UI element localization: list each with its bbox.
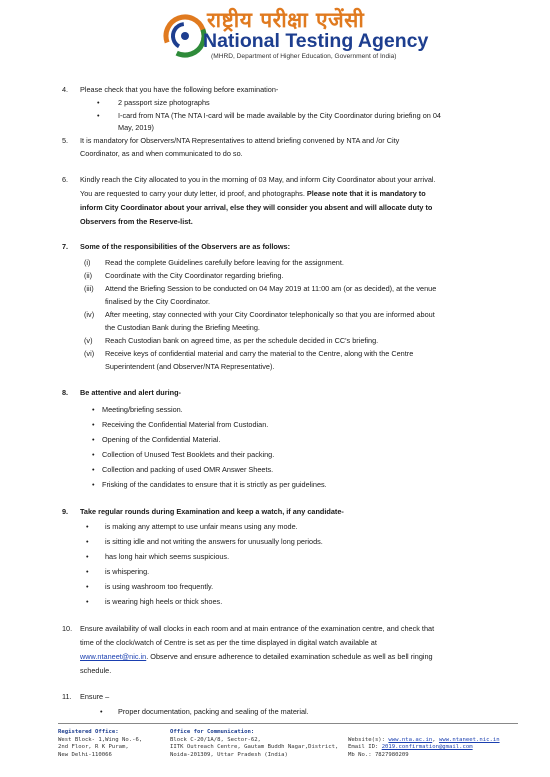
bullet-icon: •: [86, 537, 89, 546]
item-heading: Some of the responsibilities of the Observers are as follows:: [80, 242, 291, 251]
bullet-icon: •: [97, 111, 100, 120]
roman-number: (ii): [84, 271, 93, 280]
item-number: 5.: [62, 136, 69, 145]
item-text: Superintendent (and Observer/NTA Representative).: [105, 362, 275, 371]
item-text: Reach Custodian bank on agreed time, as per the schedule decided in CC's briefing.: [105, 336, 379, 345]
item-number: 11.: [62, 692, 72, 701]
bullet-text: Collection of Unused Test Booklets and their packing.: [102, 450, 275, 459]
item-text: After meeting, stay connected with your City Coordinator telephonically so that you are informed about: [105, 310, 435, 319]
bullet-text: is sitting idle and not writing the answers for unusually long periods.: [105, 537, 323, 546]
bullet-icon: •: [92, 420, 95, 429]
item-heading: Take regular rounds during Examination and keep a watch, if any candidate-: [80, 507, 344, 516]
item-heading: Ensure –: [80, 692, 110, 701]
footer-text: Block C-20/1A/8, Sector-62,: [170, 736, 261, 743]
item-text: It is mandatory for Observers/NTA Representatives to attend briefing convened by NTA and /or City: [80, 136, 400, 145]
footer-label: Office for Communication:: [170, 729, 255, 735]
bullet-icon: •: [86, 582, 89, 591]
bullet-icon: •: [92, 435, 95, 444]
item-number: 10.: [62, 624, 73, 633]
bullet-icon: •: [97, 98, 100, 107]
logo-subtitle: (MHRD, Department of Higher Education, Government of India): [211, 53, 397, 60]
item-text: . Observe and ensure adherence to detailed examination schedule as well as bell ringing: [146, 652, 433, 661]
item-text: the Custodian Bank during the Briefing Meeting.: [105, 323, 260, 332]
item-number: 4.: [62, 85, 69, 94]
bullet-icon: •: [86, 567, 89, 576]
footer-text: 2nd Floor, R K Puram,: [58, 744, 129, 751]
bullet-text: is using washroom too frequently.: [105, 582, 214, 591]
bullet-text: is whispering.: [105, 567, 150, 576]
bullet-icon: •: [92, 405, 95, 414]
mobile-number: Mb No.: 7827980209: [348, 751, 409, 758]
roman-number: (iii): [84, 284, 94, 293]
item-text: Please check that you have the following before examination-: [80, 85, 279, 94]
item-text: Coordinator, as and when communicated to do so.: [80, 149, 243, 158]
item-text: finalised by the City Coordinator.: [105, 297, 211, 306]
communication-office: [170, 729, 338, 759]
bullet-text: Receiving the Confidential Material from Custodian.: [102, 420, 269, 429]
item-text: Kindly reach the City allocated to you in the morning of 03 May, and inform City Coordinator about your arrival.: [80, 175, 436, 184]
bullet-text: is making any attempt to use unfair means using any mode.: [105, 522, 298, 531]
roman-number: (v): [84, 336, 93, 345]
bullet-icon: •: [86, 522, 89, 531]
bullet-text: 2 passport size photographs: [118, 98, 210, 107]
item-number: 6.: [62, 175, 69, 184]
bullet-icon: •: [92, 465, 95, 474]
roman-number: (vi): [84, 349, 95, 358]
bullet-text: Proper documentation, packing and sealing of the material.: [118, 707, 309, 716]
footer-text: New Delhi-110066: [58, 751, 112, 758]
item-text-bold: Observers from the Reserve-list.: [80, 217, 193, 226]
registered-office: [58, 729, 142, 759]
logo-english-title: National Testing Agency: [203, 30, 429, 52]
contact-info: [348, 737, 500, 760]
email-link[interactable]: 2019.confirmation@gmail.com: [381, 744, 473, 751]
footer-label: Registered Office:: [58, 729, 119, 735]
nta-logo: [163, 6, 429, 68]
bullet-text: Frisking of the candidates to ensure that it is strictly as per guidelines.: [102, 480, 327, 489]
nta-website-link[interactable]: www.nta.ac.in: [388, 736, 433, 743]
footer-text: Noida-201309, Uttar Pradesh (India): [170, 751, 288, 758]
footer-label: Email ID:: [348, 744, 382, 751]
bullet-text: is wearing high heels or thick shoes.: [105, 597, 223, 606]
logo-hindi-title: राष्ट्रीय परीक्षा एजेंसी: [207, 8, 365, 32]
footer-text: ,: [432, 736, 439, 743]
item-text: schedule.: [80, 666, 112, 675]
item-text: You are requested to carry your duty letter, id proof, and photographs.: [80, 189, 307, 198]
item-number: 9.: [62, 507, 69, 516]
roman-number: (i): [84, 258, 91, 267]
nta-emblem-icon: [163, 14, 207, 58]
ntaneet-website-link[interactable]: www.ntaneet.nic.in: [438, 736, 500, 743]
item-text: Ensure availability of wall clocks in each room and at main entrance of the examination centre, and check that: [80, 624, 435, 633]
item-text: Coordinate with the City Coordinator regarding briefing.: [105, 271, 284, 280]
bullet-icon: •: [86, 552, 89, 561]
footer-text: IITK Outreach Centre, Gautam Buddh Nagar,District,: [170, 744, 339, 751]
item-number: 7.: [62, 242, 69, 251]
item-text: time of the clock/watch of Centre is set as per the time displayed in digital watch available at: [80, 638, 377, 647]
footer-text: West Block- 1,Wing No.-6,: [58, 736, 143, 743]
bullet-icon: •: [100, 707, 103, 716]
bullet-text: Meeting/briefing session.: [102, 405, 183, 414]
ntaneet-link[interactable]: www.ntaneet@nic.in: [80, 652, 147, 661]
footer-divider: [58, 723, 518, 724]
item-text: Read the complete Guidelines carefully before leaving for the assignment.: [105, 258, 344, 267]
item-text: Receive keys of confidential material and carry the material to the Centre, along with the Centre: [105, 349, 414, 358]
bullet-text: has long hair which seems suspicious.: [105, 552, 230, 561]
bullet-text: I-card from NTA (The NTA I-card will be made available by the City Coordinator during briefing on 04: [118, 111, 441, 120]
bullet-text: Collection and packing of used OMR Answer Sheets.: [102, 465, 274, 474]
item-text-bold: inform City Coordinator about your arrival, else they will consider you absent and will allocate duty to: [80, 203, 433, 212]
roman-number: (iv): [84, 310, 95, 319]
bullet-text: Opening of the Confidential Material.: [102, 435, 221, 444]
bullet-icon: •: [92, 480, 95, 489]
item-text: Attend the Briefing Session to be conducted on 04 May 2019 at 11:00 am (or as decided), at the venue: [105, 284, 437, 293]
bullet-text: May, 2019): [118, 123, 154, 132]
item-number: 8.: [62, 388, 69, 397]
bullet-icon: •: [92, 450, 95, 459]
footer-label: Website(s):: [348, 736, 389, 743]
bullet-icon: •: [86, 597, 89, 606]
item-heading: Be attentive and alert during-: [80, 388, 181, 397]
item-text-bold: Please note that it is mandatory to: [306, 189, 426, 198]
